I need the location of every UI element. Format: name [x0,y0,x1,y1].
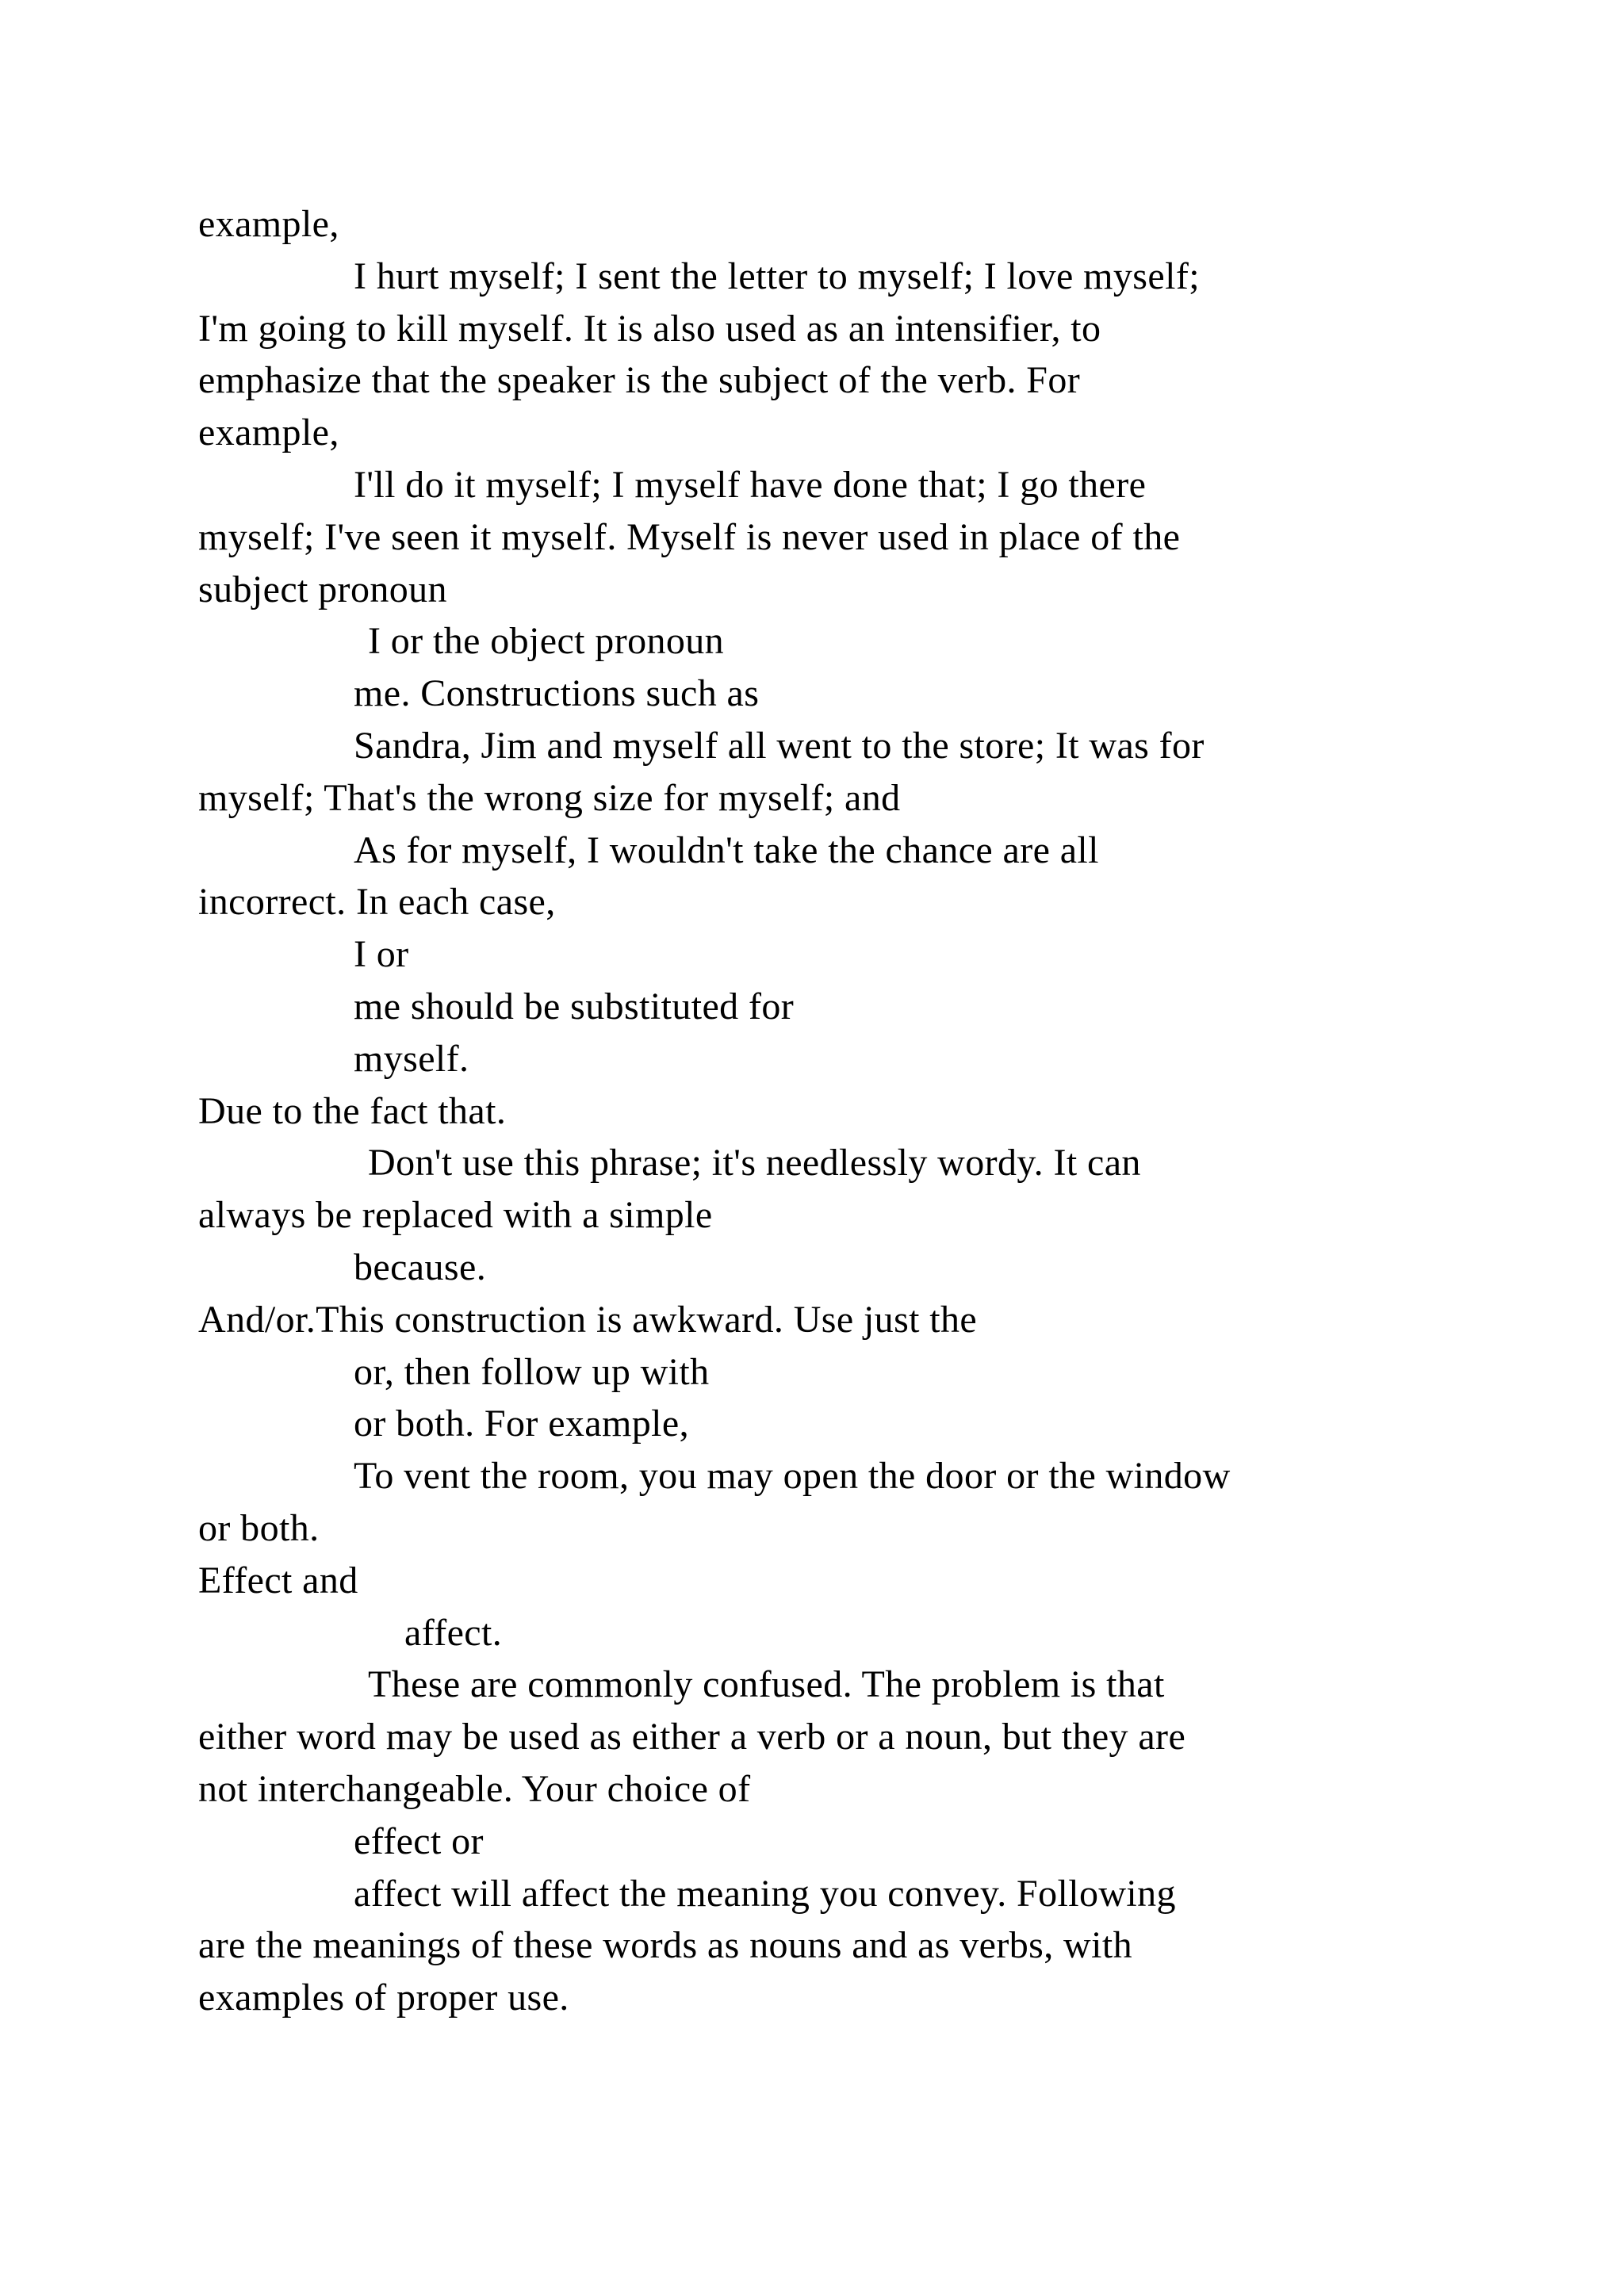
text-line: examples of proper use. [198,1976,569,2019]
text-line: either word may be used as either a verb or a noun, but they are [198,1716,1186,1758]
text-line: myself; I've seen it myself. Myself is never used in place of the [198,515,1181,558]
text-line: Due to the fact that. [198,1089,507,1132]
document-text [198,198,1515,2024]
text-line: I'm going to kill myself. It is also used as an intensifier, to [198,307,1101,350]
text-line: I or the object pronoun [368,620,725,663]
text-line: affect. [404,1611,503,1654]
text-line: myself. [354,1037,469,1080]
text-line: emphasize that the speaker is the subject of the verb. For [198,359,1081,402]
text-line: incorrect. In each case, [198,881,556,924]
text-line: These are commonly confused. The problem is that [368,1663,1165,1706]
text-line: affect will affect the meaning you convey. Following [354,1872,1176,1915]
text-line: Sandra, Jim and myself all went to the store; It was for [354,724,1205,767]
text-line: myself; That's the wrong size for myself; and [198,776,901,819]
text-line: I hurt myself; I sent the letter to myself; I love myself; [354,254,1200,297]
text-line: I or [354,933,409,976]
text-line: always be replaced with a simple [198,1194,713,1237]
text-line: effect or [354,1820,484,1862]
text-line: me. Constructions such as [354,672,760,715]
text-line: I'll do it myself; I myself have done that; I go there [354,463,1147,506]
text-line: example, [198,203,339,245]
text-line: As for myself, I wouldn't take the chance are all [354,828,1099,871]
text-line: not interchangeable. Your choice of [198,1767,751,1810]
text-line: or both. [198,1506,320,1549]
text-line: Effect and [198,1559,358,1601]
text-line: or, then follow up with [354,1350,710,1393]
text-line: Don't use this phrase; it's needlessly wordy. It can [368,1142,1141,1184]
text-line: To vent the room, you may open the door or the window [354,1455,1231,1498]
text-line: or both. For example, [354,1402,689,1445]
text-line: me should be substituted for [354,985,795,1027]
text-line: subject pronoun [198,568,447,610]
text-line: are the meanings of these words as nouns and as verbs, with [198,1924,1132,1967]
text-line: example, [198,411,339,454]
text-line: And/or.This construction is awkward. Use just the [198,1298,978,1341]
text-line: because. [354,1246,487,1288]
